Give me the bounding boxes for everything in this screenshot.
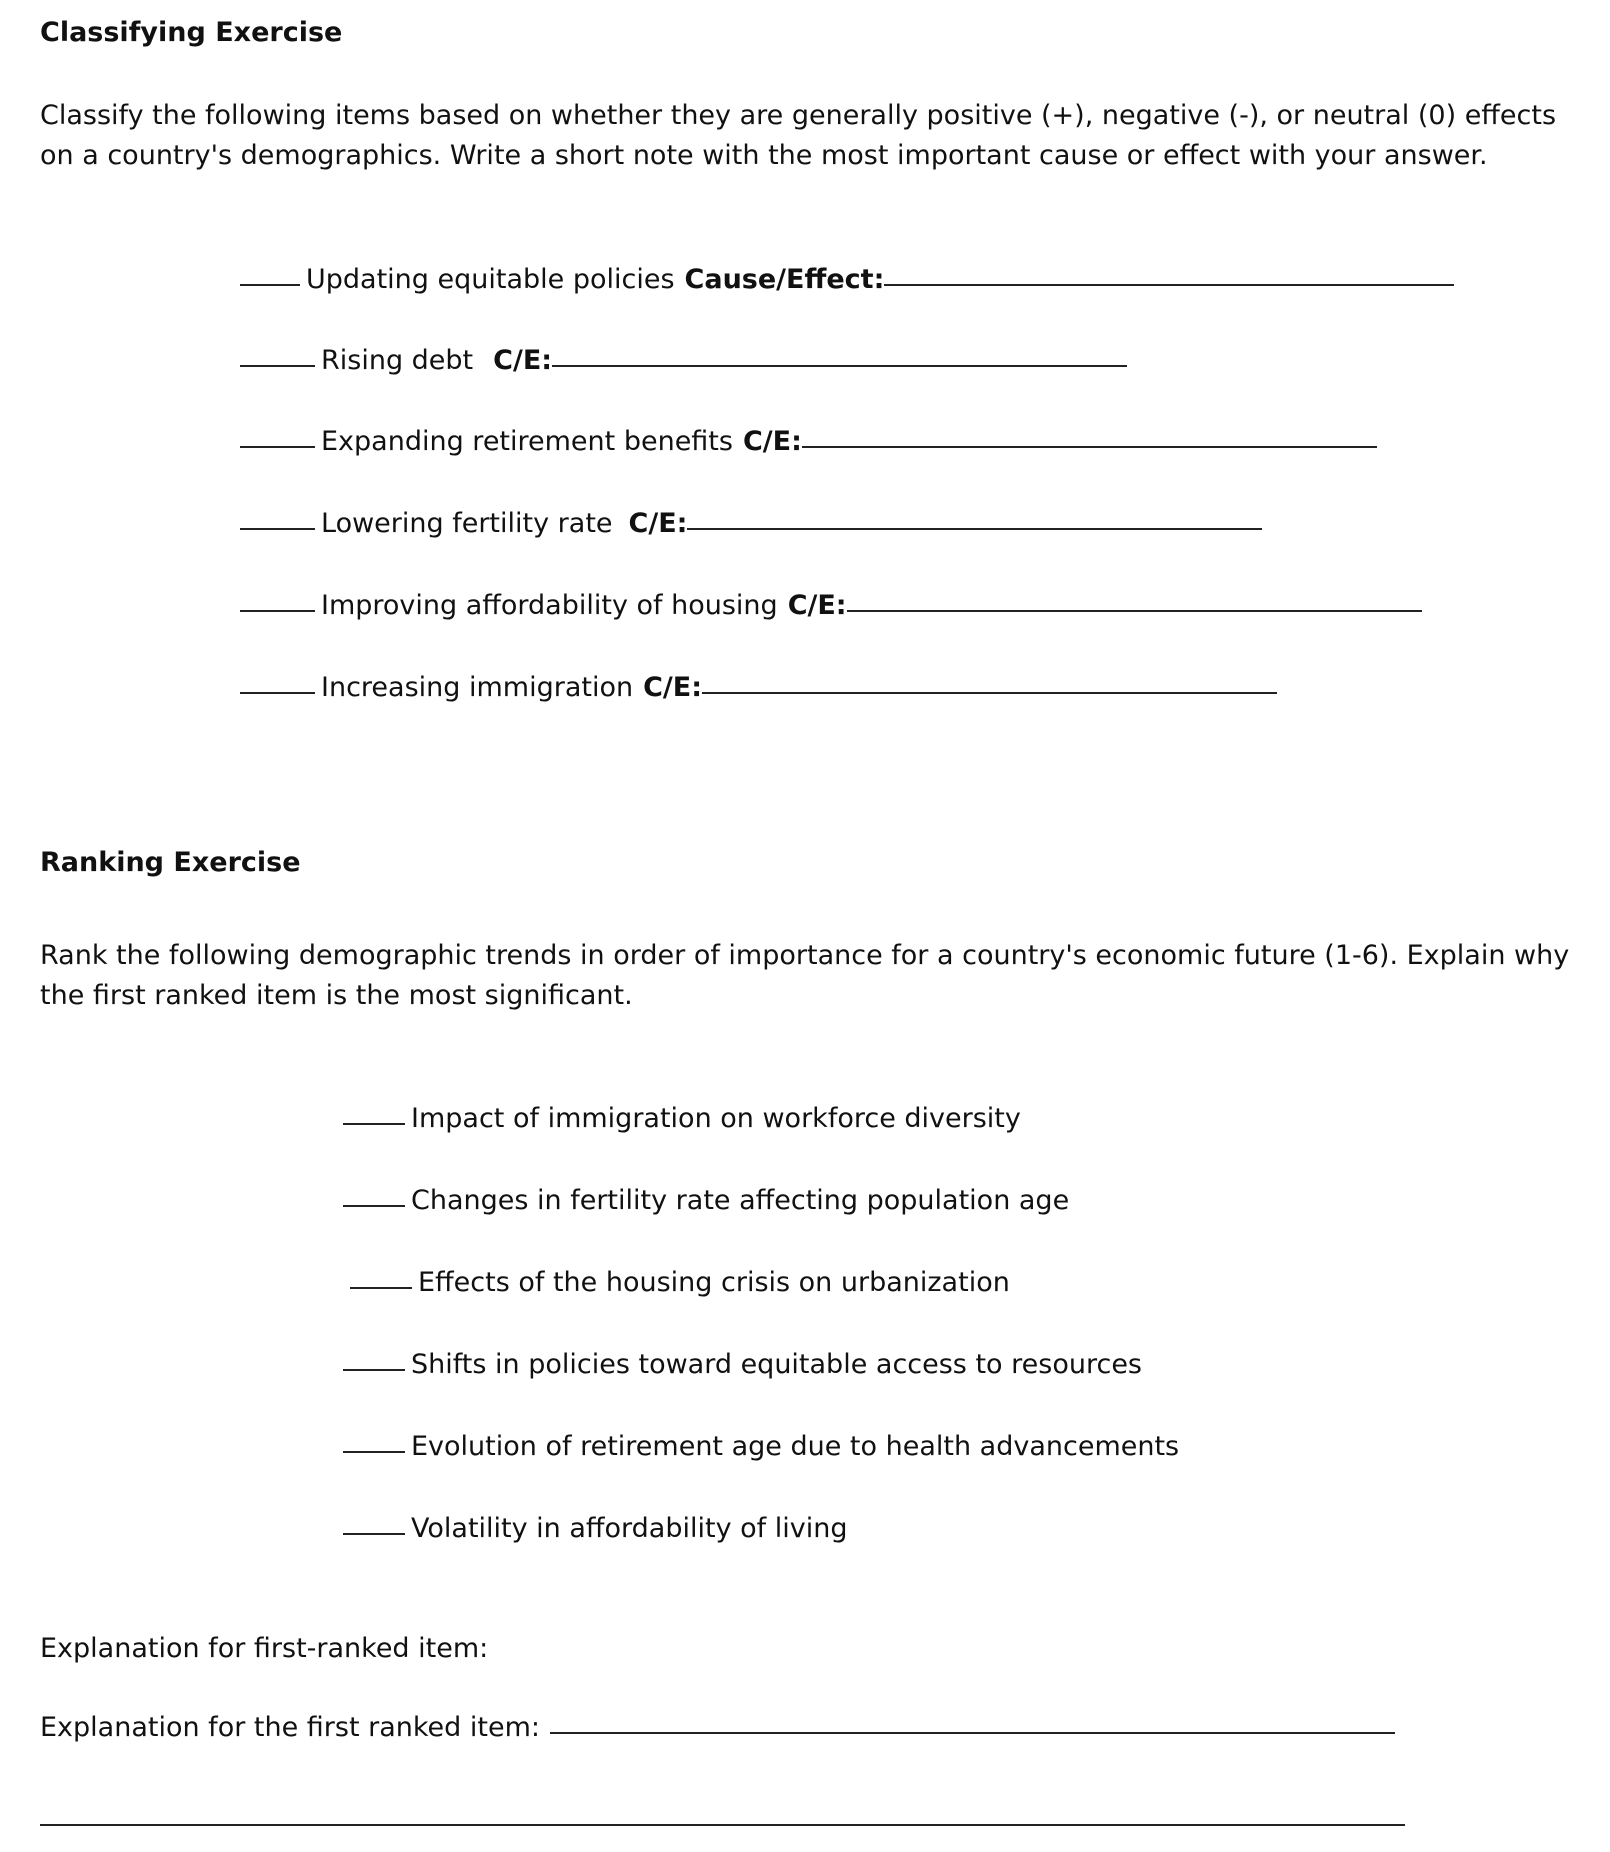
rank-instructions: Rank the following demographic trends in order of importance for a country's economic future (1-6). Explain why the first ranked item is the most significant. [40,940,1570,1011]
rank-item [343,1347,1142,1383]
cause-effect-label: C/E: [493,345,553,376]
explanation-line-2[interactable] [40,1823,1405,1826]
classify-item-label: Updating equitable policies [306,264,675,295]
classify-item-label: Increasing immigration [321,672,634,703]
rank-title: Ranking Exercise [40,847,301,878]
classify-item [240,343,1127,379]
cause-effect-line[interactable] [884,283,1454,286]
rank-item [343,1429,1179,1465]
classify-item-label: Improving affordability of housing [321,590,778,621]
explanation-line[interactable] [550,1731,1395,1734]
rank-item-label: Volatility in affordability of living [411,1513,848,1544]
rank-blank[interactable] [343,1450,405,1453]
explanation-field [40,1710,1395,1746]
classify-item-label: Lowering fertility rate [321,508,613,539]
rank-item [343,1511,847,1547]
cause-effect-line[interactable] [847,609,1422,612]
cause-effect-label: C/E: [742,426,802,457]
cause-effect-label: C/E: [643,672,703,703]
answer-blank[interactable] [240,527,315,530]
cause-effect-line[interactable] [687,527,1262,530]
answer-blank[interactable] [240,691,315,694]
rank-blank[interactable] [343,1204,405,1207]
classify-item-label: Rising debt [321,345,474,376]
cause-effect-label: C/E: [628,508,688,539]
cause-effect-label: Cause/Effect: [684,264,885,295]
rank-item-label: Evolution of retirement age due to health advancements [411,1431,1180,1462]
classify-item [240,670,1277,706]
answer-blank[interactable] [240,283,300,286]
rank-item-label: Shifts in policies toward equitable access to resources [411,1349,1142,1380]
rank-item [343,1183,1069,1219]
classify-item-label: Expanding retirement benefits [321,426,733,457]
classify-item [240,588,1422,624]
rank-blank[interactable] [350,1286,412,1289]
cause-effect-line[interactable] [802,445,1377,448]
rank-blank[interactable] [343,1532,405,1535]
rank-item-label: Impact of immigration on workforce diversity [411,1103,1021,1134]
cause-effect-line[interactable] [702,691,1277,694]
rank-blank[interactable] [343,1368,405,1371]
classify-item [240,262,1454,298]
answer-blank[interactable] [240,364,315,367]
cause-effect-line[interactable] [552,364,1127,367]
explanation-heading: Explanation for first-ranked item: [40,1633,489,1664]
answer-blank[interactable] [240,445,315,448]
rank-blank[interactable] [343,1122,405,1125]
classify-item [240,424,1377,460]
classify-instructions: Classify the following items based on whether they are generally positive (+), negative (-), or neutral (0) effects on a country's demographics. Write a short note with the most important cause or effect with your answer. [40,100,1557,171]
answer-blank[interactable] [240,609,315,612]
rank-item [350,1265,1010,1301]
classify-title: Classifying Exercise [40,17,343,48]
rank-item-label: Effects of the housing crisis on urbanization [418,1267,1010,1298]
cause-effect-label: C/E: [787,590,847,621]
rank-item [343,1101,1021,1137]
rank-item-label: Changes in fertility rate affecting population age [411,1185,1070,1216]
explanation-field-label: Explanation for the first ranked item: [40,1712,540,1743]
classify-item [240,506,1262,542]
